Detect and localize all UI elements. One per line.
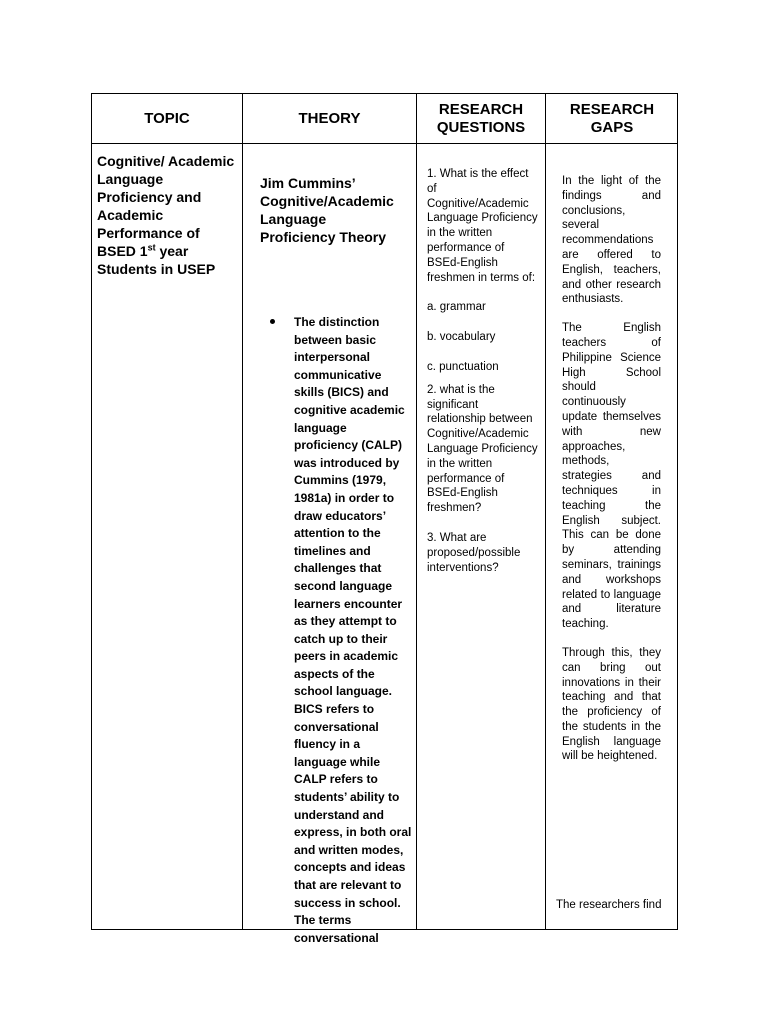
header-topic: TOPIC xyxy=(144,109,190,127)
question-1-option-c: c. punctuation xyxy=(427,360,499,373)
question-3: 3. What are proposed/possible interventions? xyxy=(427,531,521,574)
question-1: 1. What is the effect of Cognitive/Academic Language Proficiency in the written performance of BSEd-English freshmen in terms of: xyxy=(427,168,538,284)
question-1-option-b: b. vocabulary xyxy=(427,331,496,344)
gap-paragraph-1: In the light of the findings and conclusions, several recommendations are offered to English, teachers, and other research enthusiasts. xyxy=(562,175,661,306)
research-gaps-cell xyxy=(562,174,661,778)
gap-paragraph-3: Through this, they can bring out innovations in their teaching and that the proficiency of the students in the English language will be heightened. xyxy=(562,646,661,763)
question-1-option-a: a. grammar xyxy=(427,301,486,314)
header-theory: THEORY xyxy=(298,109,361,127)
topic-cell xyxy=(97,152,237,278)
gap-paragraph-4: The researchers find xyxy=(556,899,662,911)
topic-superscript: st xyxy=(147,242,156,253)
topic-text-tail: year Students in USEP xyxy=(97,243,216,277)
column-divider xyxy=(545,94,546,929)
header-research-questions: RESEARCH QUESTIONS xyxy=(436,100,526,136)
bullet-icon xyxy=(270,319,275,324)
gap-paragraph-2: The English teachers of Philippine Science High School should continuously update themselves with new approaches, methods, strategies and techniques in teaching the English subject. This can be done by attending seminars, trainings and workshops related to language and literature teaching. xyxy=(562,322,661,631)
question-2: 2. what is the significant relationship between Cognitive/Academic Language Proficiency in the written performance of BSEd-English freshmen? xyxy=(427,383,538,515)
theory-bullet-text: The distinction between basic interpersonal communicative skills (BICS) and cognitive academic language proficiency (CALP) was introduced by Cummins (1979, 1981a) in order to draw educators’ attention to the timelines and challenges that second language learners encounter as they attempt to catch up to their peers in academic aspects of the school language. BICS refers to conversational fluency in a language while CALP refers to students’ ability to understand and express, in both oral and written modes, concepts and ideas that are relevant to success in school. The terms conversational xyxy=(294,315,412,945)
theory-title: Jim Cummins’ Cognitive/Academic Language Proficiency Theory xyxy=(260,175,394,245)
column-divider xyxy=(416,94,417,929)
research-questions-cell xyxy=(427,167,539,590)
topic-text: Cognitive/ Academic Language Proficiency and Academic Performance of BSED 1 xyxy=(97,153,235,259)
header-research-gaps: RESEARCH GAPS xyxy=(569,100,655,136)
header-divider xyxy=(92,143,677,144)
research-matrix-table xyxy=(91,93,678,945)
column-divider xyxy=(242,94,243,929)
